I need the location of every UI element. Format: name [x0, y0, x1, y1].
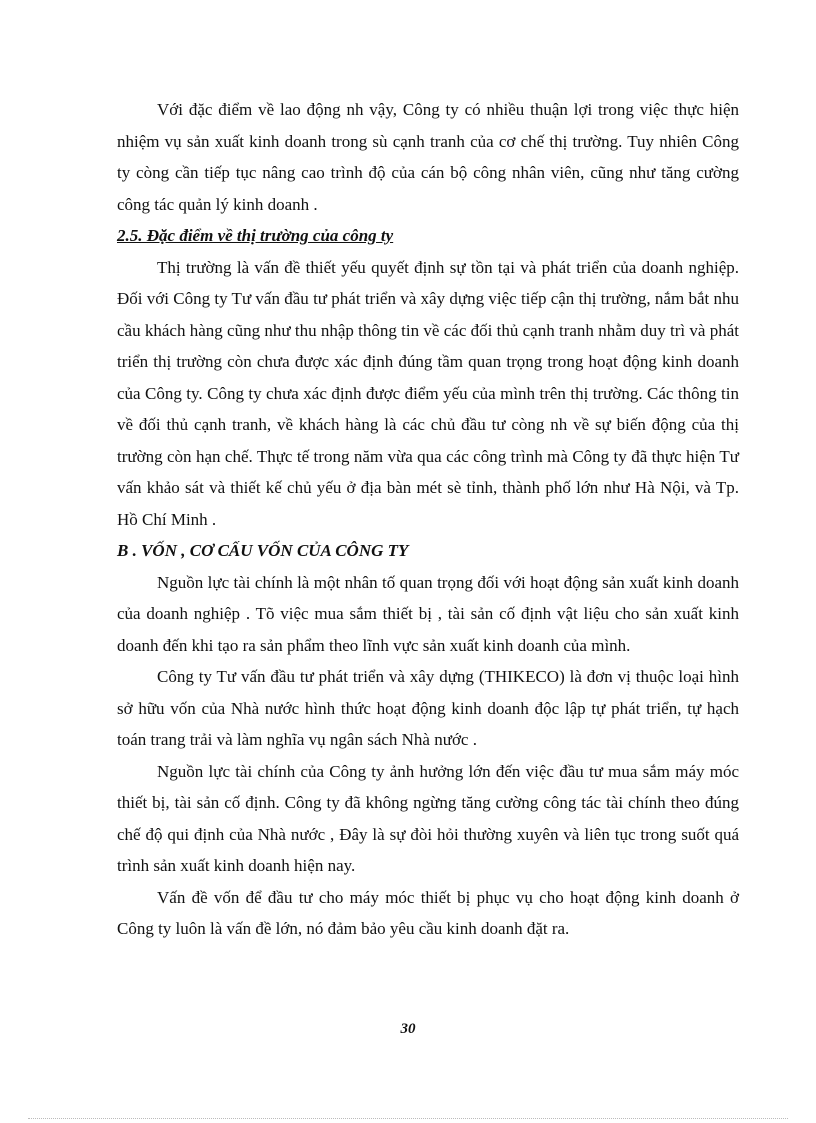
section-heading-capital: B . VỐN , CƠ CẤU VỐN CỦA CÔNG TY	[117, 541, 409, 560]
paragraph-labor: Với đặc điểm về lao động nh vậy, Công ty có nhiều thuận lợi trong việc thực hiện nhiệm vụ sản xuất kinh doanh trong sù cạnh tranh của cơ chế thị trường. Tuy nhiên Công ty còng cần tiếp tục nâng cao trình độ của cán bộ công nhân viên, cũng như tăng cường công tác quản lý kinh doanh .	[117, 100, 739, 214]
page-bottom-divider	[28, 1118, 788, 1119]
paragraph-thikeco: Công ty Tư vấn đầu tư phát triển và xây dựng (THIKECO) là đơn vị thuộc loại hình sở hữu vốn của Nhà nước hình thức hoạt động kinh doanh độc lập tự phát triển, tự hạch toán trang trải và làm nghĩa vụ ngân sách Nhà nước .	[117, 667, 739, 749]
page-number: 30	[400, 1021, 416, 1037]
paragraph-investment: Nguồn lực tài chính của Công ty ảnh hưởng lớn đến việc đầu tư mua sắm máy móc thiết bị, tài sản cố định. Công ty đã không ngừng tăng cường công tác tài chính theo đúng chế độ qui định của Nhà nước , Đây là sự đòi hỏi thường xuyên và liên tục trong suốt quá trình sản xuất kinh doanh hiện nay.	[117, 761, 739, 875]
body-text	[117, 94, 739, 945]
paragraph-finance: Nguồn lực tài chính là một nhân tố quan trọng đối với hoạt động sản xuất kinh doanh của doanh nghiệp . Tõ việc mua sắm thiết bị , tài sản cố định vật liệu cho sản xuất kinh doanh đến khi tạo ra sản phẩm theo lĩnh vực sản xuất kinh doanh của mình.	[117, 572, 739, 655]
paragraph-market: Thị trường là vấn đề thiết yếu quyết định sự tồn tại và phát triển của doanh nghiệp. Đối với Công ty Tư vấn đầu tư phát triển và xây dựng việc tiếp cận thị trường, nắm bắt nhu cầu khách hàng cũng như thu nhập thông tin về các đối thủ cạnh tranh nhằm duy trì và phát triển thị trường còn chưa được xác định đúng tầm quan trọng trong hoạt động kinh doanh của Công ty. Công ty chưa xác định được điểm yếu của mình trên thị trường. Các thông tin về đối thủ cạnh tranh, về khách hàng là các chủ đầu tư còng nh về sự biến động của thị trường còn hạn chế. Thực tế trong năm vừa qua các công trình mà Công ty đã thực hiện Tư vấn khảo sát và thiết kế chủ yếu ở địa bàn mét sè tỉnh, thành phố lớn như Hà Nội, và Tp. Hồ Chí Minh .	[117, 257, 739, 529]
paragraph-capital-issue: Vấn đề vốn để đầu tư cho máy móc thiết bị phục vụ cho hoạt động kinh doanh ở Công ty luôn là vấn đề lớn, nó đảm bảo yêu cầu kinh doanh đặt ra.	[117, 887, 739, 938]
section-heading-market: 2.5. Đặc điểm về thị trường của công ty	[117, 226, 394, 245]
